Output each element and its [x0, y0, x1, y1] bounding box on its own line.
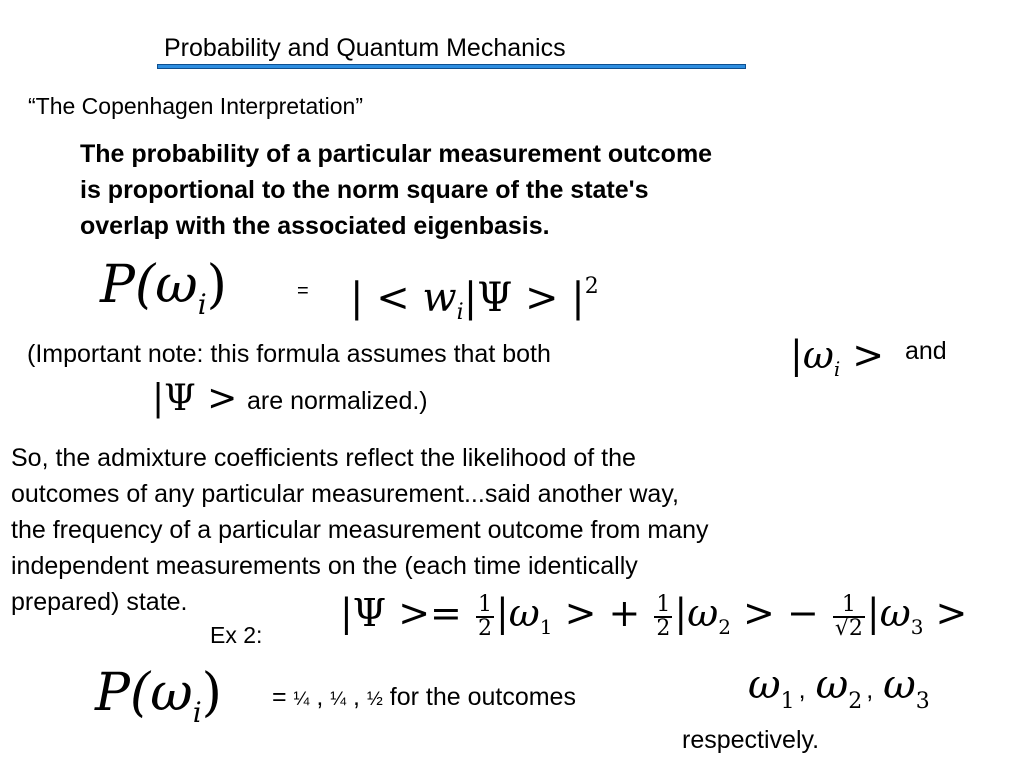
subtitle: “The Copenhagen Interpretation”: [28, 93, 363, 119]
probability-values: [272, 683, 576, 712]
paragraph-line: prepared) state.: [11, 588, 188, 616]
outcome-omega-2: ω: [815, 662, 849, 708]
equals-sign: =: [297, 280, 309, 302]
outcome-subscript: 2: [848, 689, 863, 714]
frac-denominator: √2: [834, 615, 863, 641]
and-word: and: [905, 337, 947, 365]
prob-tail-text: for the outcomes: [382, 683, 576, 711]
principle-line: overlap with the associated eigenbasis.: [80, 212, 550, 240]
principle-statement: [80, 136, 880, 244]
frac-numerator: 1: [477, 591, 492, 617]
term-subscript: 2: [718, 615, 731, 639]
state-lhs: |Ψ >=: [340, 591, 474, 635]
prob-subscript: i: [192, 696, 202, 729]
term-subscript: 3: [910, 615, 924, 639]
formula-close-paren: ): [206, 255, 227, 315]
term-omega-3: |ω: [866, 591, 911, 635]
rhs-w: w: [422, 275, 457, 321]
prob-omega: ω: [150, 663, 193, 723]
principle-line: is proportional to the norm square of the state's: [80, 176, 649, 204]
probability-lhs: [95, 663, 222, 743]
ket-close: >: [923, 591, 968, 635]
slide-title: Probability and Quantum Mechanics: [164, 34, 566, 62]
prob-equals: =: [272, 683, 294, 711]
outcome-list: [748, 662, 930, 714]
note-line-1: (Important note: this formula assumes that both: [27, 340, 551, 368]
term-omega-1: |ω: [495, 591, 540, 635]
fraction-half: [476, 591, 494, 641]
rhs-psi: |Ψ > |: [463, 275, 585, 321]
state-expression: [340, 588, 967, 652]
outcome-omega-3: ω: [883, 662, 916, 708]
formula-subscript: i: [197, 288, 207, 321]
paragraph-line: the frequency of a particular measurement outcome from many: [11, 516, 709, 544]
term-subscript: 1: [539, 615, 553, 639]
omega-ket: [790, 333, 884, 381]
prob-p: P(: [95, 663, 151, 723]
minus-sign: > −: [730, 591, 831, 635]
outcome-subscript: 1: [780, 689, 795, 714]
prob-close-paren: ): [201, 663, 222, 723]
paragraph-line: independent measurements on the (each time identically: [11, 552, 638, 580]
rhs-exponent: 2: [584, 274, 599, 299]
rhs-open: | <: [350, 275, 423, 321]
note-line-2: are normalized.): [247, 387, 428, 415]
formula-p: P(: [100, 255, 156, 315]
prob-value-3: ½: [366, 689, 383, 710]
title-underline: [157, 64, 746, 69]
outcome-comma: ,: [866, 676, 874, 704]
prob-value-1: ¼: [293, 689, 310, 710]
fraction-half: [654, 591, 672, 641]
separator: ,: [309, 683, 331, 711]
ket-omega: ω: [802, 333, 834, 377]
rhs-subscript: i: [456, 300, 464, 325]
outcome-comma: ,: [798, 676, 806, 704]
paragraph-line: outcomes of any particular measurement...said another way,: [11, 480, 679, 508]
formula-omega: ω: [155, 255, 198, 315]
paragraph-line: So, the admixture coefficients reflect the likelihood of the: [11, 444, 636, 472]
formula-lhs: [100, 255, 227, 335]
ket-subscript: i: [833, 357, 841, 381]
ket-bar: |: [790, 333, 803, 377]
outcome-omega-1: ω: [748, 662, 781, 708]
psi-ket: |Ψ >: [152, 378, 238, 419]
principle-line: The probability of a particular measurement outcome: [80, 140, 713, 168]
formula-rhs: [350, 262, 599, 338]
term-omega-2: |ω: [674, 591, 719, 635]
ket-close: >: [840, 333, 885, 377]
frac-denominator: 2: [656, 615, 671, 641]
plus-sign: > +: [552, 591, 653, 635]
separator: ,: [346, 683, 367, 711]
fraction-inv-sqrt2: [833, 591, 865, 641]
example-label: Ex 2:: [210, 622, 263, 648]
frac-numerator: 1: [833, 594, 865, 618]
prob-value-2: ¼: [330, 689, 347, 710]
outcome-subscript: 3: [915, 689, 930, 714]
respectively-text: respectively.: [682, 726, 820, 754]
frac-numerator: 1: [656, 591, 671, 617]
frac-denominator: 2: [477, 615, 492, 641]
